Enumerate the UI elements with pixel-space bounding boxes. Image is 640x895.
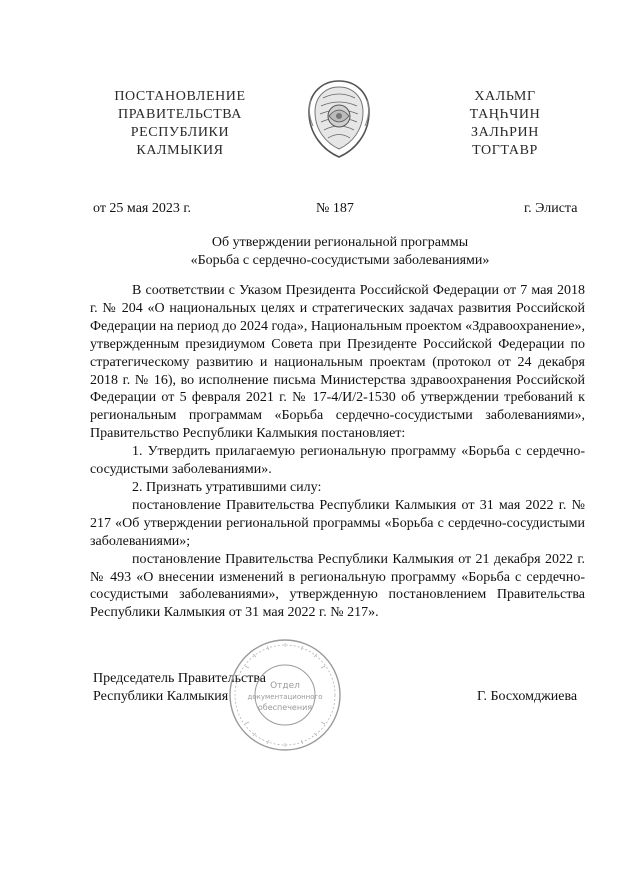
svg-text:Отдел: Отдел	[270, 681, 300, 691]
header-left-title	[100, 88, 260, 160]
header-right-line-1: ХАЛЬМГ	[474, 89, 536, 104]
header-left-line-4: КАЛМЫКИЯ	[136, 143, 224, 158]
document-city: г. Элиста	[524, 201, 578, 216]
item-1-paragraph: 1. Утвердить прилагаемую региональную программу «Борьба с сердечно-сосудистыми заболеваниями».	[90, 444, 585, 478]
preamble-paragraph: В соответствии с Указом Президента Российской Федерации от 7 мая 2018 г. № 204 «О национальных целях и стратегических задачах развития Российской Федерации на период до 2024 года», Национальным проектом «Здравоохранение», утвержденным президиумом Совета при Президенте Российской Федерации по стратегическому развитию и национальным проектам (протокол от 24 декабря 2018 г. № 16), во исполнение письма Министерства здравоохранения Российской Федерации от 5 февраля 2021 г. № 17-4/И/2-1530 об утверждении требований к региональным программам «Борьба сердечно-сосудистыми заболеваниями», Правительство Республики Калмыкия постановляет:	[90, 283, 585, 442]
document-title-line-1: Об утверждении региональной программы	[211, 235, 469, 250]
header-right-title	[450, 88, 560, 160]
header-right-line-2: ТАҢҺЧИН	[469, 107, 541, 122]
header-left-line-1: ПОСТАНОВЛЕНИЕ	[114, 89, 246, 104]
official-stamp	[225, 636, 345, 754]
header-left-line-2: ПРАВИТЕЛЬСТВА	[117, 107, 243, 122]
header-right-line-3: ЗАЛҺРИН	[471, 125, 539, 140]
header-right-line-4: ТОГТАВР	[472, 143, 538, 158]
document-number: № 187	[316, 201, 354, 216]
signatory-name: Г. Босхомджиева	[477, 689, 578, 704]
item-2a-paragraph: постановление Правительства Республики Калмыкия от 31 мая 2022 г. № 217 «Об утверждении региональной программы «Борьба с сердечно-сосудистыми заболеваниями»;	[90, 497, 585, 549]
coat-of-arms-emblem	[303, 78, 375, 160]
document-body	[90, 282, 585, 622]
document-title-line-2: «Борьба с сердечно-сосудистыми заболеваниями»	[190, 253, 490, 268]
item-2-paragraph: 2. Признать утратившими силу:	[132, 479, 322, 495]
signatory-title-line-2: Республики Калмыкия	[93, 689, 229, 704]
svg-text:обеспечения: обеспечения	[257, 703, 313, 712]
document-date: от 25 мая 2023 г.	[93, 201, 192, 216]
header-left-line-3: РЕСПУБЛИКИ	[130, 125, 230, 140]
svg-text:документационного: документационного	[247, 693, 323, 701]
signatory-title-line-1: Председатель Правительства	[93, 671, 266, 686]
item-2b-paragraph: постановление Правительства Республики Калмыкия от 21 декабря 2022 г. № 493 «О внесении изменений в региональную программу «Борьба с сердечно-сосудистыми заболеваниями», утвержденную постановлением Правительства Республики Калмыкия от 31 мая 2022 г. № 217».	[90, 551, 585, 621]
